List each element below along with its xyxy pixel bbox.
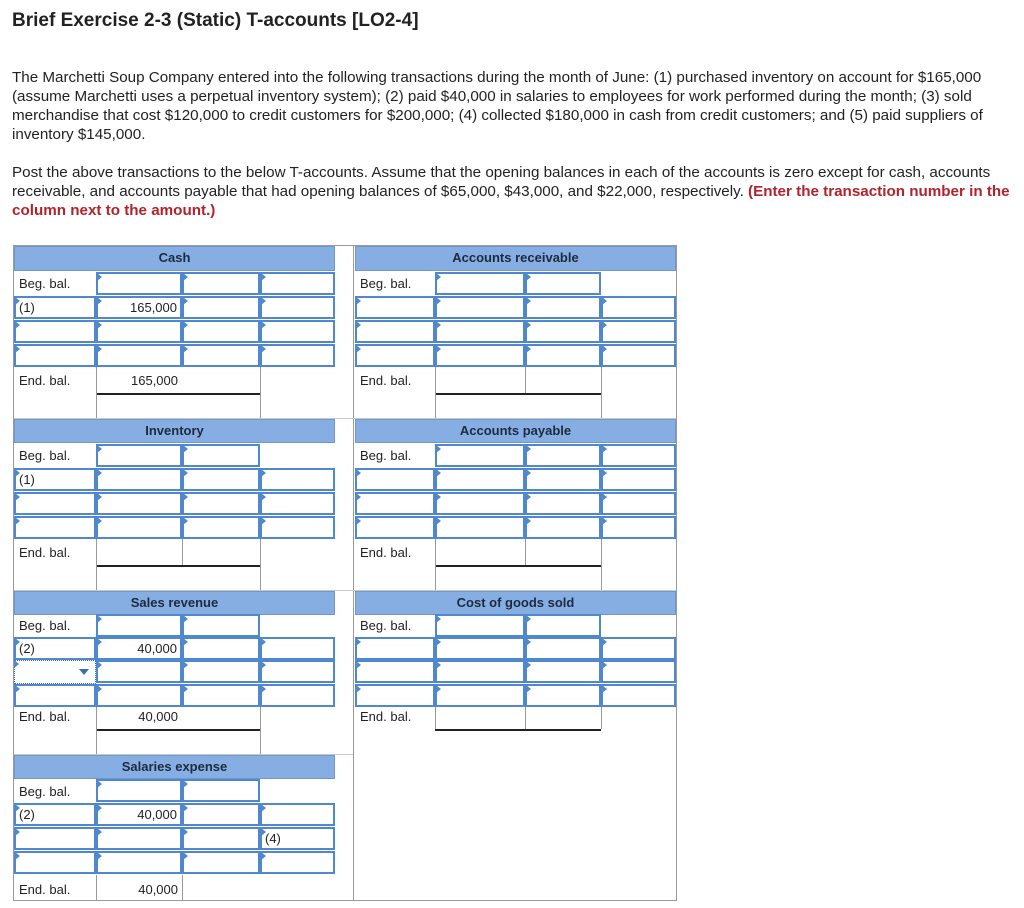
accounts-payable-header: Accounts payable bbox=[355, 419, 676, 443]
instructions bbox=[12, 163, 1020, 220]
inventory-debit-row2-amount[interactable] bbox=[96, 492, 182, 515]
problem-description: The Marchetti Soup Company entered into the following transactions during the month of June: (1) purchased inventory on account for $165,000 (assume Marchetti uses a perpetual inventory system); (2) paid $40,000 in salaries to employees for work performed during the month; (3) sold merchandise that cost $120,000 to credit customers for $200,000; (4) collected $180,000 in cash from credit customers; and (5) paid suppliers of inventory $145,000. bbox=[12, 69, 983, 143]
sales-revenue-beg-label: Beg. bal. bbox=[19, 618, 71, 633]
accounts-payable-debit-row1-amount[interactable] bbox=[435, 468, 525, 491]
salaries-expense-header: Salaries expense bbox=[14, 755, 335, 779]
accounts-receivable-debit-row3-tn[interactable] bbox=[355, 344, 435, 367]
cash-debit-row3-tn[interactable] bbox=[14, 344, 96, 367]
sales-revenue-header: Sales revenue bbox=[14, 591, 335, 615]
sales-revenue-debit-row3-amount[interactable] bbox=[96, 684, 182, 707]
salaries-expense-debit-beg-amount[interactable] bbox=[96, 779, 182, 802]
cash-beg-label: Beg. bal. bbox=[19, 276, 71, 291]
accounts-payable-credit-beg-amount[interactable] bbox=[601, 444, 676, 467]
accounts-receivable-credit-row1-amount[interactable] bbox=[601, 296, 676, 319]
cost-of-goods-sold-credit-row1-tn[interactable] bbox=[525, 637, 601, 660]
inventory-debit-row1-amount[interactable] bbox=[96, 468, 182, 491]
sales-revenue-credit-row1-tn[interactable] bbox=[182, 637, 260, 660]
accounts-receivable-debit-row2-tn[interactable] bbox=[355, 320, 435, 343]
accounts-payable-debit-row2-amount[interactable] bbox=[435, 492, 525, 515]
cost-of-goods-sold-credit-row3-amount[interactable] bbox=[601, 684, 676, 707]
cost-of-goods-sold-credit-row2-amount[interactable] bbox=[601, 660, 676, 683]
inventory-beg-label: Beg. bal. bbox=[19, 448, 71, 463]
cash-end-amount: 165,000 bbox=[131, 373, 178, 388]
salaries-expense-credit-row1-tn[interactable] bbox=[182, 803, 260, 826]
salaries-expense-debit-row3-tn[interactable] bbox=[14, 851, 96, 874]
salaries-expense-end-amount: 40,000 bbox=[138, 882, 178, 897]
accounts-receivable-debit-row3-amount[interactable] bbox=[435, 344, 525, 367]
sales-revenue-end-amount: 40,000 bbox=[138, 709, 178, 724]
inventory-debit-row1-tn[interactable]: (1) bbox=[14, 468, 96, 491]
cash-debit-row2-tn[interactable] bbox=[14, 320, 96, 343]
cash-credit-row3-tn[interactable] bbox=[182, 344, 260, 367]
sales-revenue-debit-row1-amount[interactable]: 40,000 bbox=[96, 637, 182, 660]
inventory-credit-row2-amount[interactable] bbox=[260, 492, 335, 515]
inventory-debit-beg-amount[interactable] bbox=[96, 444, 182, 467]
cash-end-label: End. bal. bbox=[19, 373, 71, 388]
inventory-header: Inventory bbox=[14, 419, 335, 443]
inventory-credit-row1-amount[interactable] bbox=[260, 468, 335, 491]
inventory-debit-row3-amount[interactable] bbox=[96, 516, 182, 539]
salaries-expense-debit-row2-amount[interactable] bbox=[96, 827, 182, 850]
accounts-payable-beg-label: Beg. bal. bbox=[360, 448, 412, 463]
salaries-expense-debit-row1-tn[interactable]: (2) bbox=[14, 803, 96, 826]
cost-of-goods-sold-debit-beg-amount[interactable] bbox=[435, 614, 525, 637]
salaries-expense-credit-row1-amount[interactable] bbox=[260, 803, 335, 826]
cash-debit-beg-amount[interactable] bbox=[96, 272, 182, 295]
sales-revenue-debit-row3-tn[interactable] bbox=[14, 684, 96, 707]
sales-revenue-credit-row2-tn[interactable] bbox=[182, 660, 260, 683]
page-title: Brief Exercise 2-3 (Static) T-accounts [LO2-4] bbox=[12, 10, 419, 31]
cash-credit-beg-amount[interactable] bbox=[260, 272, 335, 295]
sales-revenue-debit-row2-amount[interactable] bbox=[96, 660, 182, 683]
sales-revenue-debit-row2-tn-select[interactable] bbox=[14, 660, 96, 684]
cost-of-goods-sold-credit-row2-tn[interactable] bbox=[525, 660, 601, 683]
accounts-payable-credit-row1-tn[interactable] bbox=[525, 468, 601, 491]
salaries-expense-credit-row3-amount[interactable] bbox=[260, 851, 335, 874]
inventory-debit-row2-tn[interactable] bbox=[14, 492, 96, 515]
accounts-payable-debit-row3-tn[interactable] bbox=[355, 516, 435, 539]
accounts-payable-credit-row3-tn[interactable] bbox=[525, 516, 601, 539]
inventory-credit-row3-amount[interactable] bbox=[260, 516, 335, 539]
accounts-payable-end-label: End. bal. bbox=[360, 545, 412, 560]
cash-credit-row2-amount[interactable] bbox=[260, 320, 335, 343]
accounts-payable-debit-row2-tn[interactable] bbox=[355, 492, 435, 515]
cash-credit-row1-tn[interactable] bbox=[182, 296, 260, 319]
cost-of-goods-sold-debit-row3-amount[interactable] bbox=[435, 684, 525, 707]
cost-of-goods-sold-credit-row1-amount[interactable] bbox=[601, 637, 676, 660]
cost-of-goods-sold-debit-row2-amount[interactable] bbox=[435, 660, 525, 683]
accounts-payable-debit-row3-amount[interactable] bbox=[435, 516, 525, 539]
cash-debit-row2-amount[interactable] bbox=[96, 320, 182, 343]
cost-of-goods-sold-header: Cost of goods sold bbox=[355, 591, 676, 615]
cash-credit-beg-tn[interactable] bbox=[182, 272, 260, 295]
salaries-expense-credit-row3-tn[interactable] bbox=[182, 851, 260, 874]
cost-of-goods-sold-debit-row2-tn[interactable] bbox=[355, 660, 435, 683]
cost-of-goods-sold-credit-row3-tn[interactable] bbox=[525, 684, 601, 707]
accounts-payable-credit-row2-amount[interactable] bbox=[601, 492, 676, 515]
cost-of-goods-sold-debit-row1-amount[interactable] bbox=[435, 637, 525, 660]
cost-of-goods-sold-credit-beg-tn[interactable] bbox=[525, 614, 601, 637]
accounts-payable-debit-beg-amount[interactable] bbox=[435, 444, 525, 467]
accounts-receivable-debit-beg-amount[interactable] bbox=[435, 272, 525, 295]
sales-revenue-end-label: End. bal. bbox=[19, 709, 71, 724]
cash-debit-row1-tn[interactable]: (1) bbox=[14, 296, 96, 319]
inventory-credit-row2-tn[interactable] bbox=[182, 492, 260, 515]
salaries-expense-beg-label: Beg. bal. bbox=[19, 784, 71, 799]
accounts-receivable-debit-row1-tn[interactable] bbox=[355, 296, 435, 319]
accounts-payable-credit-row3-amount[interactable] bbox=[601, 516, 676, 539]
accounts-receivable-credit-row2-amount[interactable] bbox=[601, 320, 676, 343]
accounts-receivable-debit-row1-amount[interactable] bbox=[435, 296, 525, 319]
accounts-receivable-credit-row3-tn[interactable] bbox=[525, 344, 601, 367]
accounts-receivable-credit-row1-tn[interactable] bbox=[525, 296, 601, 319]
cash-credit-row1-amount[interactable] bbox=[260, 296, 335, 319]
salaries-expense-credit-row2-tn-entry[interactable]: (4) bbox=[260, 827, 335, 850]
cost-of-goods-sold-beg-label: Beg. bal. bbox=[360, 618, 412, 633]
salaries-expense-debit-row3-amount[interactable] bbox=[96, 851, 182, 874]
cost-of-goods-sold-debit-row3-tn[interactable] bbox=[355, 684, 435, 707]
inventory-credit-row3-tn[interactable] bbox=[182, 516, 260, 539]
salaries-expense-end-label: End. bal. bbox=[19, 882, 71, 897]
accounts-receivable-beg-label: Beg. bal. bbox=[360, 276, 412, 291]
accounts-receivable-end-label: End. bal. bbox=[360, 373, 412, 388]
sales-revenue-debit-row1-tn[interactable]: (2) bbox=[14, 637, 96, 660]
cash-credit-row3-amount[interactable] bbox=[260, 344, 335, 367]
cash-debit-row3-amount[interactable] bbox=[96, 344, 182, 367]
sales-revenue-credit-row1-amount[interactable] bbox=[260, 637, 335, 660]
instructions-main: Post the above transactions to the below T-accounts. Assume that the opening balances in each of the accounts is zero except for cash, accounts receivable, and accounts payable that had opening balances of $65,000, $43,000, and $22,000, respectively. bbox=[12, 164, 991, 200]
instructions-note: (Enter the transaction number in the column next to the amount.) bbox=[12, 183, 1010, 219]
salaries-expense-credit-beg-tn[interactable] bbox=[182, 779, 260, 802]
sales-revenue-credit-row3-amount[interactable] bbox=[260, 684, 335, 707]
accounts-receivable-credit-row3-amount[interactable] bbox=[601, 344, 676, 367]
salaries-expense-credit-row2-tn[interactable] bbox=[182, 827, 260, 850]
salaries-expense-debit-row2-tn[interactable] bbox=[14, 827, 96, 850]
accounts-receivable-credit-beg-tn[interactable] bbox=[525, 272, 601, 295]
accounts-payable-credit-row2-tn[interactable] bbox=[525, 492, 601, 515]
sales-revenue-credit-row3-tn[interactable] bbox=[182, 684, 260, 707]
cost-of-goods-sold-end-label: End. bal. bbox=[360, 709, 412, 724]
inventory-debit-row3-tn[interactable] bbox=[14, 516, 96, 539]
salaries-expense-debit-row1-amount[interactable]: 40,000 bbox=[96, 803, 182, 826]
cash-debit-row1-amount[interactable]: 165,000 bbox=[96, 296, 182, 319]
t-accounts-grid bbox=[13, 245, 677, 901]
accounts-payable-debit-row1-tn[interactable] bbox=[355, 468, 435, 491]
cost-of-goods-sold-debit-row1-tn[interactable] bbox=[355, 637, 435, 660]
sales-revenue-credit-row2-amount[interactable] bbox=[260, 660, 335, 683]
cash-credit-row2-tn[interactable] bbox=[182, 320, 260, 343]
inventory-end-label: End. bal. bbox=[19, 545, 71, 560]
accounts-receivable-credit-row2-tn[interactable] bbox=[525, 320, 601, 343]
accounts-payable-credit-beg-tn[interactable] bbox=[525, 444, 601, 467]
accounts-receivable-header: Accounts receivable bbox=[355, 246, 676, 271]
sales-revenue-credit-beg-tn[interactable] bbox=[182, 614, 260, 637]
sales-revenue-debit-beg-amount[interactable] bbox=[96, 614, 182, 637]
accounts-payable-credit-row1-amount[interactable] bbox=[601, 468, 676, 491]
inventory-credit-beg-tn[interactable] bbox=[182, 444, 260, 467]
inventory-credit-row1-tn[interactable] bbox=[182, 468, 260, 491]
cash-header: Cash bbox=[14, 246, 335, 271]
accounts-receivable-debit-row2-amount[interactable] bbox=[435, 320, 525, 343]
